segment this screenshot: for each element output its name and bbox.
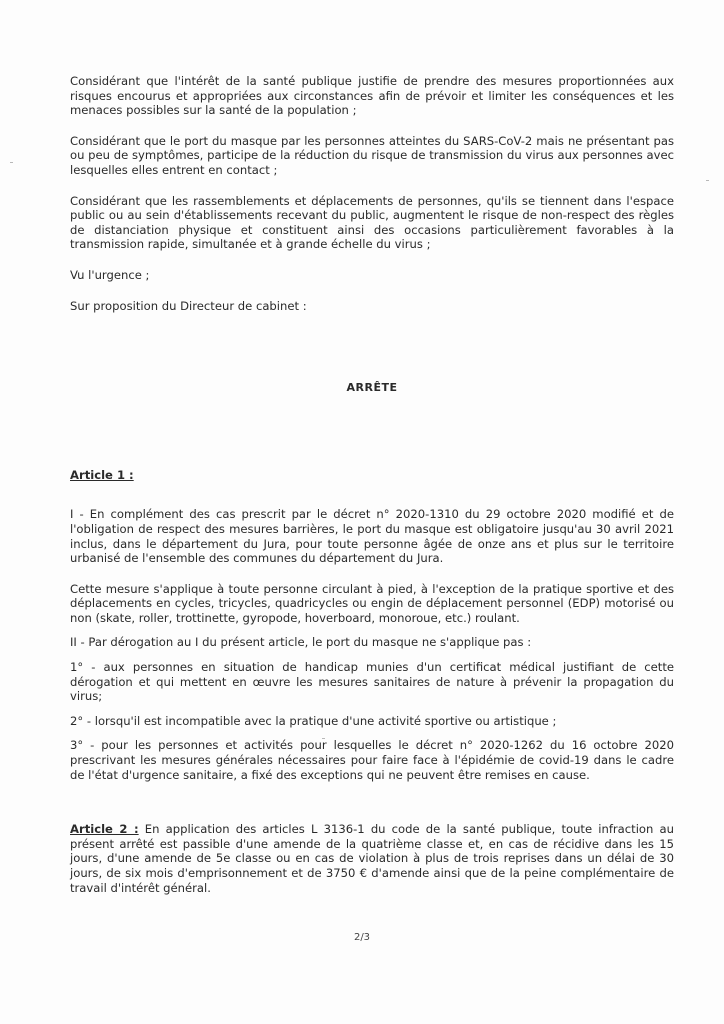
article-1-paragraph: 1° - aux personnes en situation de handicap munies d'un certificat médical justifiant de cette dérogation et qui mettent en œuvre les mesures sanitaires de nature à prévenir la propagation du virus; <box>70 660 674 704</box>
article-2-text: En application des articles L 3136-1 du code de la santé publique, toute infraction au présent arrêté est passible d'une amende de la quatrième classe et, en cas de récidive dans les 15 jours, d'une amende de 5e classe ou en cas de violation à plus de trois reprises dans un délai de 30 jours, de six mois d'emprisonnement et de 3750 € d'amende ainsi que de la peine complémentaire de travail d'intérêt général. <box>70 822 674 895</box>
vu-urgence: Vu l'urgence ; <box>70 267 150 282</box>
considerant-paragraph: Considérant que les rassemblements et déplacements de personnes, qu'ils se tiennent dans l'espace public ou au sein d'établissements recevant du public, augmentent le risque de non-respect des règles de distanciation physique et constituent ainsi des occasions particulièrement favorables à la transmission rapide, simultanée et à grande échelle du virus ; <box>70 193 674 252</box>
article-1-paragraph: Cette mesure s'applique à toute personne circulant à pied, à l'exception de la pratique sportive et des déplacements en cycles, tricycles, quadricycles ou engin de déplacement personnel (EDP) motorisé ou non (skate, roller, trottinette, gyropode, hoverboard, monoroue, etc.) roulant. <box>70 581 674 625</box>
sur-proposition: Sur proposition du Directeur de cabinet : <box>70 298 307 313</box>
article-1-paragraph: 2° - lorsqu'il est incompatible avec la pratique d'une activité sportive ou artistique ; <box>70 713 557 728</box>
article-1-paragraph: II - Par dérogation au I du présent article, le port du masque ne s'applique pas : <box>70 635 532 650</box>
scan-speck <box>10 162 13 163</box>
document-body <box>70 74 674 911</box>
page-number: 2/3 <box>353 932 371 943</box>
article-2-heading: Article 2 : <box>70 822 139 837</box>
article-1-paragraph: I - En complément des cas prescrit par le décret n° 2020-1310 du 29 octobre 2020 modifié et de l'obligation de respect des mesures barrières, le port du masque est obligatoire jusqu'au 30 avril 2021 inclus, dans le département du Jura, pour toute personne âgée de onze ans et plus sur le territoire urbanisé de l'ensemble des communes du département du Jura. <box>70 507 674 566</box>
decree-title: ARRÊTE <box>346 381 398 395</box>
article-2-paragraph <box>70 822 674 895</box>
scan-speck <box>706 180 709 181</box>
article-1-paragraph: 3° - pour les personnes et activités pour lesquelles le décret n° 2020-1262 du 16 octobre 2020 prescrivant les mesures générales nécessaires pour faire face à l'épidémie de covid-19 dans le cadre de l'état d'urgence sanitaire, a fixé des exceptions qui ne peuvent être remises en cause. <box>70 738 674 782</box>
considerant-paragraph: Considérant que l'intérêt de la santé publique justifie de prendre des mesures proportionnées aux risques encourus et appropriées aux circonstances afin de prévoir et limiter les conséquences et les menaces possibles sur la santé de la population ; <box>70 74 674 118</box>
considerant-paragraph: Considérant que le port du masque par les personnes atteintes du SARS-CoV-2 mais ne présentant pas ou peu de symptômes, participe de la réduction du risque de transmission du virus aux personnes avec lesquelles elles entrent en contact ; <box>70 133 674 177</box>
article-1-heading: Article 1 : <box>70 467 134 482</box>
